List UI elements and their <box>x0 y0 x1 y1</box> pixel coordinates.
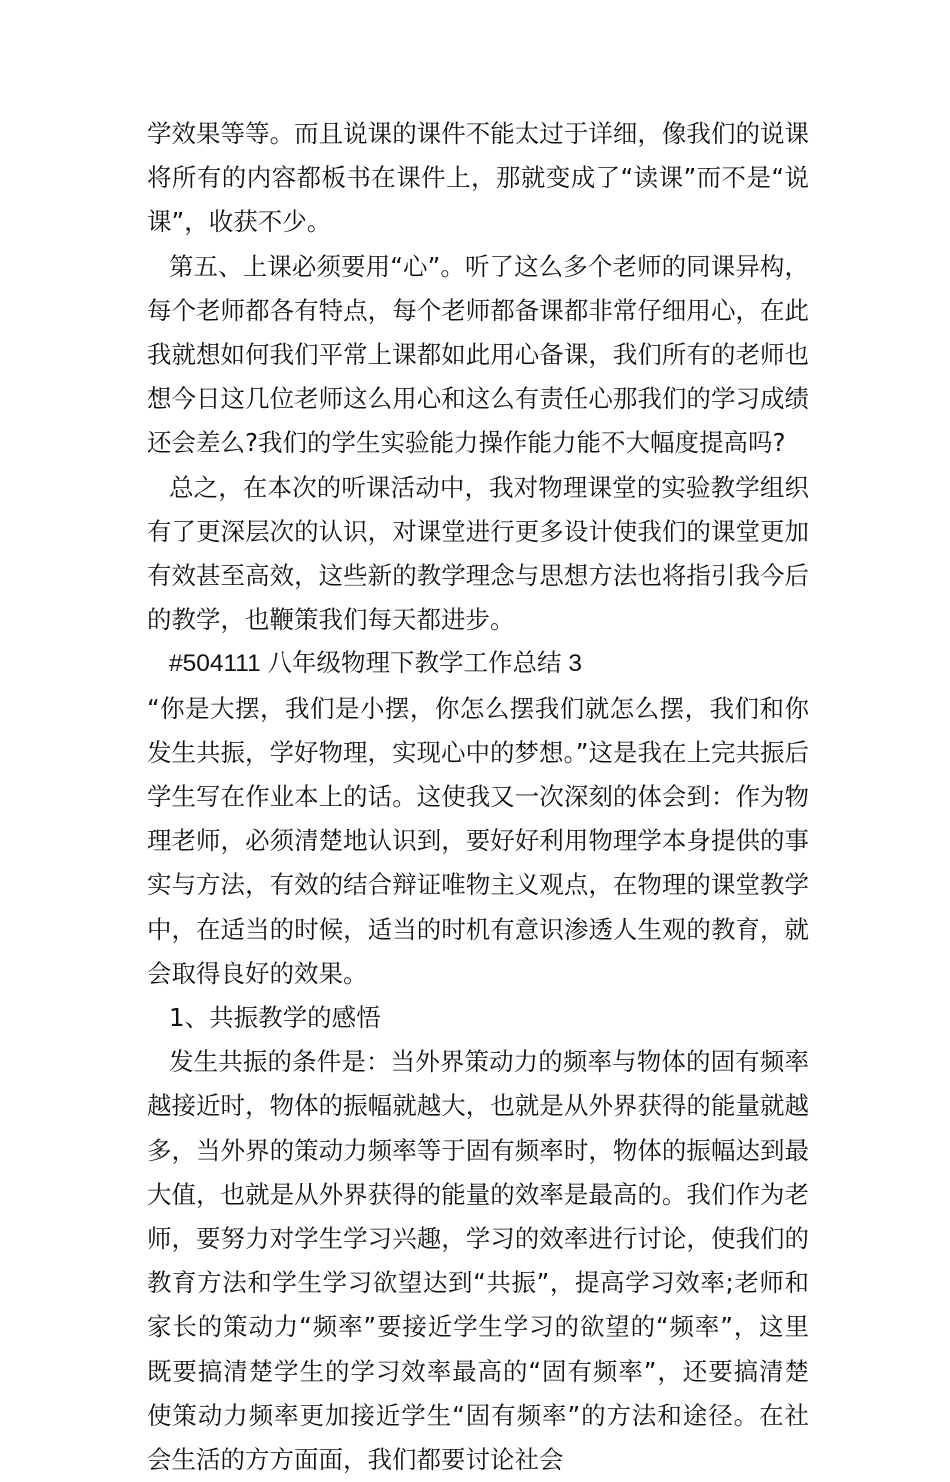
section-heading: #504111 八年级物理下教学工作总结 3 <box>169 650 582 678</box>
paragraph-conclusion: 总之，在本次的听课活动中，我对物理课堂的实验教学组织有了更深层次的认识，对课堂进行更多设计使我们的课堂更加有效甚至高效，这些新的教学理念与思想方法也将指引我今后的教学，也鞭策我们每天都进步。 <box>147 472 809 635</box>
paragraph-continuation: 学效果等等。而且说课的课件不能太过于详细，像我们的说课将所有的内容都板书在课件上，那就变成了“读课”而不是“说课”，收获不少。 <box>147 119 809 237</box>
paragraph-quote: “你是大摆，我们是小摆，你怎么摆我们就怎么摆，我们和你发生共振，学好物理，实现心中的梦想。”这是我在上完共振后学生写在作业本上的话。这使我又一次深刻的体会到：作为物理老师，必须清楚地认识到，要好好利用物理学本身提供的事实与方法，有效的结合辩证唯物主义观点，在物理的课堂教学中，在适当的时候，适当的时机有意识渗透人生观的教育，就会取得良好的效果。 <box>147 693 809 988</box>
document-body <box>147 112 809 1482</box>
paragraph-resonance: 发生共振的条件是：当外界策动力的频率与物体的固有频率越接近时，物体的振幅就越大，也就是从外界获得的能量就越多，当外界的策动力频率等于固有频率时，物体的振幅达到最大值，也就是从外界获得的能量的效率是最高的。我们作为老师，要努力对学生学习兴趣，学习的效率进行讨论，使我们的教育方法和学生学习欲望达到“共振”，提高学习效率;老师和家长的策动力“频率”要接近学生学习的欲望的“频率”，这里既要搞清楚学生的学习效率最高的“固有频率”，还要搞清楚使策动力频率更加接近学生“固有频率”的方法和途径。在社会生活的方方面面，我们都要讨论社会 <box>147 1047 809 1475</box>
subsection-heading: 1、共振教学的感悟 <box>169 1003 381 1033</box>
paragraph-point-five: 第五、上课必须要用“心”。听了这么多个老师的同课异构，每个老师都各有特点，每个老师都备课都非常仔细用心，在此我就想如何我们平常上课都如此用心备课，我们所有的老师也想今日这几位老师这么用心和这么有责任心那我们的学习成绩还会差么?我们的学生实验能力操作能力能不大幅度提高吗? <box>147 251 809 458</box>
